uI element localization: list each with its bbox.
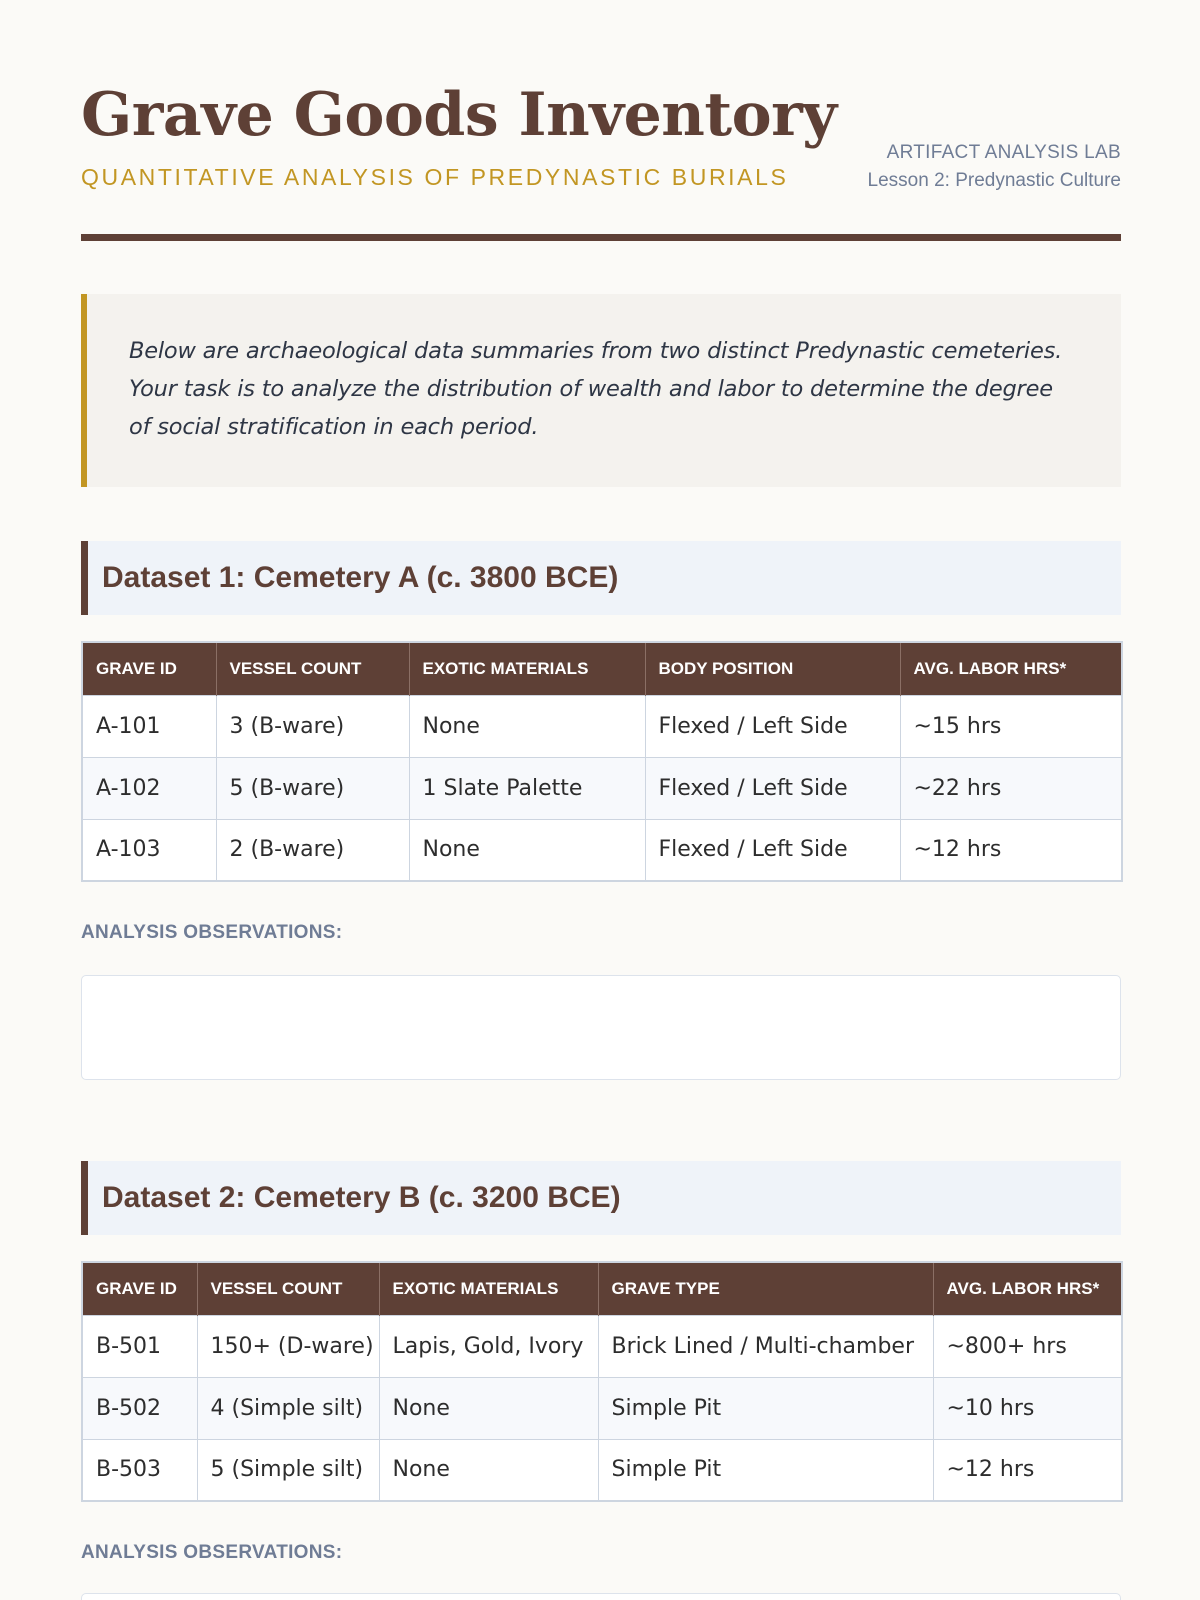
table-cell: A-101 (82, 695, 216, 757)
table-cell: A-102 (82, 757, 216, 819)
column-header-labor-hours: AVG. LABOR HRS* (900, 642, 1122, 695)
table-cell: Brick Lined / Multi-chamber (598, 1315, 933, 1377)
table-row (82, 1377, 1122, 1439)
table-row (82, 695, 1122, 757)
table-cell: ~800+ hrs (933, 1315, 1122, 1377)
column-header-labor-hours: AVG. LABOR HRS* (933, 1262, 1122, 1315)
dataset-1-table (81, 641, 1123, 882)
column-header-grave-id: GRAVE ID (82, 642, 216, 695)
column-header-grave-type: GRAVE TYPE (598, 1262, 933, 1315)
table-cell: ~22 hrs (900, 757, 1122, 819)
dataset-1-heading (81, 541, 1121, 615)
table-row (82, 757, 1122, 819)
table-header-row (82, 1262, 1122, 1315)
column-header-vessel-count: VESSEL COUNT (197, 1262, 379, 1315)
table-cell: B-502 (82, 1377, 197, 1439)
table-cell: 3 (B-ware) (216, 695, 409, 757)
table-cell: Simple Pit (598, 1439, 933, 1501)
table-cell: ~10 hrs (933, 1377, 1122, 1439)
lab-name: ARTIFACT ANALYSIS LAB (886, 142, 1121, 163)
table-cell: None (379, 1377, 598, 1439)
table-cell: None (409, 819, 645, 881)
table-cell: 5 (B-ware) (216, 757, 409, 819)
page-header (81, 0, 1121, 242)
lesson-label: Lesson 2: Predynastic Culture (867, 170, 1121, 191)
table-cell: B-503 (82, 1439, 197, 1501)
table-cell: Flexed / Left Side (645, 757, 900, 819)
table-cell: Flexed / Left Side (645, 695, 900, 757)
table-cell: B-501 (82, 1315, 197, 1377)
table-cell: 1 Slate Palette (409, 757, 645, 819)
observations-input-2[interactable] (81, 1593, 1121, 1600)
table-cell: Flexed / Left Side (645, 819, 900, 881)
table-cell: None (379, 1439, 598, 1501)
worksheet-page (81, 0, 1121, 1563)
table-row (82, 1315, 1122, 1377)
dataset-2-heading (81, 1161, 1121, 1235)
intro-callout (81, 294, 1121, 487)
table-cell: Simple Pit (598, 1377, 933, 1439)
observations-label-1: ANALYSIS OBSERVATIONS: (81, 922, 343, 943)
column-header-exotic-materials: EXOTIC MATERIALS (409, 642, 645, 695)
column-header-grave-id: GRAVE ID (82, 1262, 197, 1315)
table-cell: Lapis, Gold, Ivory (379, 1315, 598, 1377)
column-header-vessel-count: VESSEL COUNT (216, 642, 409, 695)
table-cell: None (409, 695, 645, 757)
dataset-2-title: Dataset 2: Cemetery B (c. 3200 BCE) (102, 1181, 621, 1214)
table-cell: A-103 (82, 819, 216, 881)
dataset-1-title: Dataset 1: Cemetery A (c. 3800 BCE) (102, 561, 619, 594)
table-cell: 5 (Simple silt) (197, 1439, 379, 1501)
observations-label-2: ANALYSIS OBSERVATIONS: (81, 1542, 343, 1563)
dataset-2-table (81, 1261, 1123, 1502)
lab-info (868, 142, 1121, 192)
table-cell: 150+ (D-ware) (197, 1315, 379, 1377)
table-cell: ~15 hrs (900, 695, 1122, 757)
table-cell: 4 (Simple silt) (197, 1377, 379, 1439)
header-divider (81, 234, 1121, 241)
observations-input-1[interactable] (81, 975, 1121, 1080)
intro-text: Below are archaeological data summaries from two distinct Predynastic cemeteries. Your task is to analyze the distribution of wealth and labor to determine the degree of social stratification in each period. (129, 338, 1063, 440)
table-cell: ~12 hrs (900, 819, 1122, 881)
column-header-body-position: BODY POSITION (645, 642, 900, 695)
table-row (82, 819, 1122, 881)
table-row (82, 1439, 1122, 1501)
table-cell: 2 (B-ware) (216, 819, 409, 881)
page-subtitle: QUANTITATIVE ANALYSIS OF PREDYNASTIC BURIALS (81, 164, 789, 190)
page-title: Grave Goods Inventory (81, 80, 837, 150)
table-header-row (82, 642, 1122, 695)
column-header-exotic-materials: EXOTIC MATERIALS (379, 1262, 598, 1315)
table-cell: ~12 hrs (933, 1439, 1122, 1501)
